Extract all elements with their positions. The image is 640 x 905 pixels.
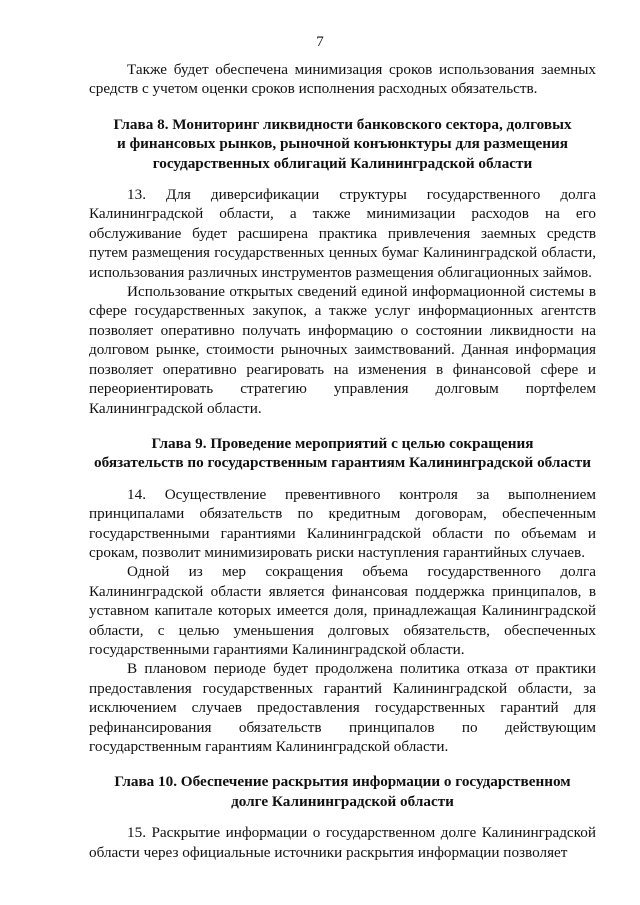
heading-line: и финансовых рынков, рыночной конъюнктуры для размещения (117, 135, 568, 153)
heading-line: Глава 9. Проведение мероприятий с целью сокращения (151, 434, 534, 452)
heading-line: обязательств по государственным гарантиям Калининградской области (94, 454, 591, 472)
chapter-10-heading (89, 772, 596, 811)
heading-line: долге Калининградской области (231, 792, 454, 810)
page-number: 7 (316, 34, 324, 50)
chapter-8-heading (89, 115, 596, 173)
heading-line: Глава 8. Мониторинг ликвидности банковского сектора, долговых (113, 115, 572, 133)
intro-paragraph: Также будет обеспечена минимизация сроков использования заемных средств с учетом оценки сроков исполнения расходных обязательств. (89, 61, 596, 98)
paragraph: В плановом периоде будет продолжена политика отказа от практики предоставления государственных гарантий Калининградской области, за исключением случаев предоставления государственных гарантий для рефинансирования обязательств принципалов по действующим государственным гарантиям Калининградской области. (89, 660, 596, 755)
paragraph-14: 14. Осуществление превентивного контроля за выполнением принципалами обязательств по кредитным договорам, обеспеченным государственными гарантиями Калининградской области по объемам и срокам, позволит минимизировать риски наступления гарантийных случаев. (89, 485, 596, 561)
paragraph: Использование открытых сведений единой информационной системы в сфере государственных закупок, а также услуг информационных агентств позволяет оперативно получать информацию о состоянии ликвидности на долговом рынке, стоимости рыночных заимствований. Данная информация позволяет оперативно реагировать на изменения в финансовой сфере и переориентировать стратегию управления долговым портфелем Калининградской области. (89, 283, 596, 417)
paragraph-15: 15. Раскрытие информации о государственном долге Калининградской области через официальные источники раскрытия информации позволяет (89, 824, 596, 861)
heading-line: Глава 10. Обеспечение раскрытия информации о государственном (114, 773, 571, 791)
heading-line: государственных облигаций Калининградской области (152, 154, 533, 172)
paragraph: Одной из мер сокращения объема государственного долга Калининградской области является финансовая поддержка принципалов, в уставном капитале которых имеется доля, принадлежащая Калининградской области, с целью уменьшения долговых обязательств, обеспеченных государственными гарантиями Калининградской области. (89, 563, 596, 658)
paragraph-13: 13. Для диверсификации структуры государственного долга Калининградской области, а также минимизации расходов на его обслуживание будет расширена практика привлечения заемных средств путем размещения государственных ценных бумаг Калининградской области, использования различных инструментов размещения облигационных займов. (89, 186, 596, 281)
page-body (89, 60, 596, 862)
chapter-9-heading (89, 434, 596, 473)
